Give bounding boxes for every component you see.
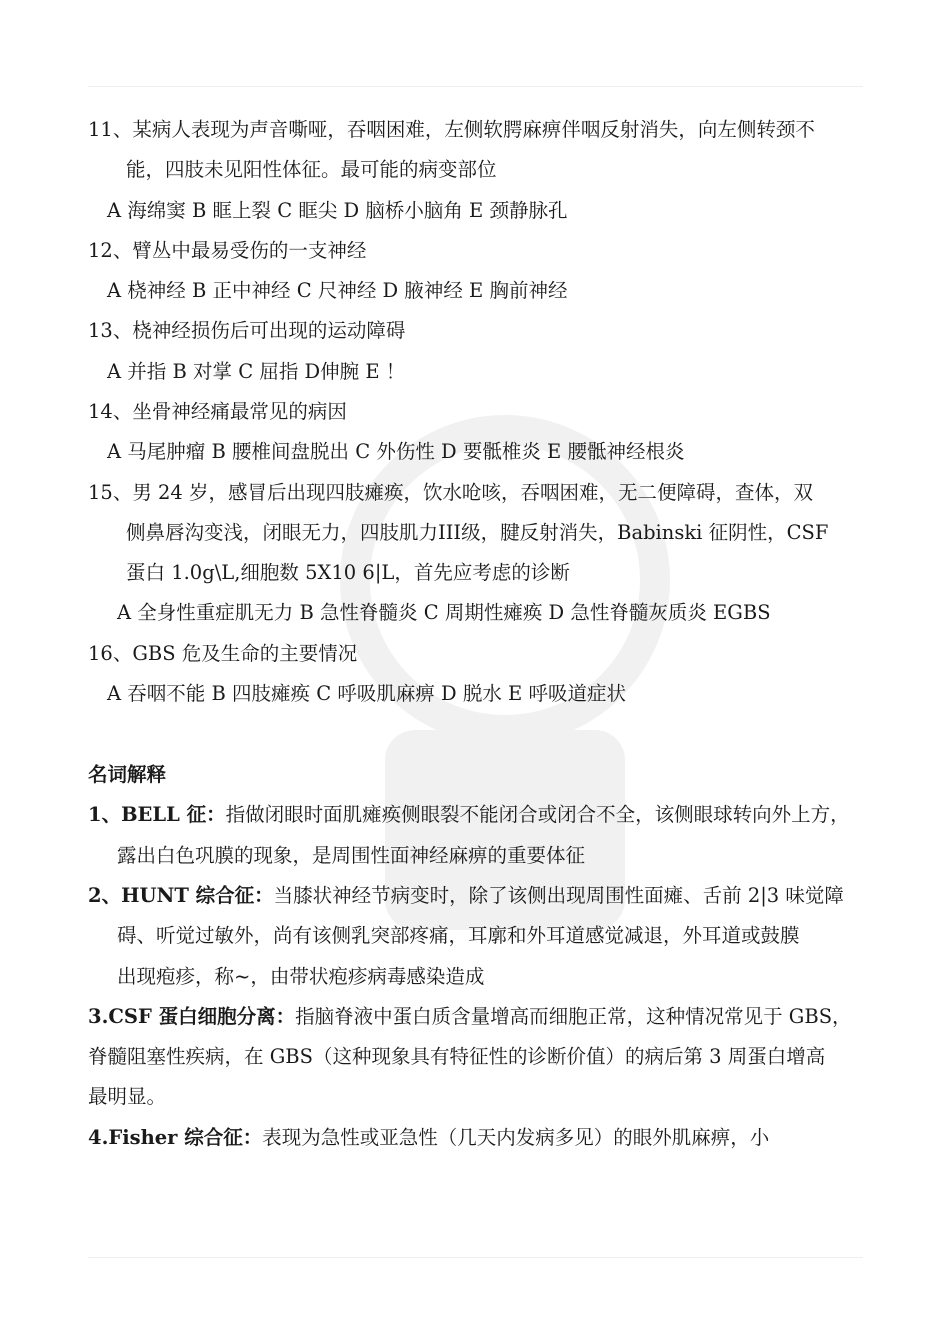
footer-divider bbox=[88, 1257, 863, 1258]
question-16-options: A 吞咽不能 B 四肢瘫痪 C 呼吸肌麻痹 D 脱水 E 呼吸道症状 bbox=[107, 682, 626, 705]
definition-2-cont-1: 碍、听觉过敏外，尚有该侧乳突部疼痛，耳廓和外耳道感觉减退，外耳道或鼓膜 bbox=[117, 924, 800, 947]
question-15-options: A 全身性重症肌无力 B 急性脊髓炎 C 周期性瘫痪 D 急性脊髓灰质炎 EGBS bbox=[117, 601, 771, 624]
definition-4-text: 表现为急性或亚急性（几天内发病多见）的眼外肌麻痹，小 bbox=[262, 1126, 770, 1149]
question-12-options: A 桡神经 B 正中神经 C 尺神经 D 腋神经 E 胸前神经 bbox=[107, 279, 568, 302]
question-11-line-2: 能，四肢未见阳性体征。最可能的病变部位 bbox=[126, 158, 497, 181]
definition-1-term: 1、BELL 征： bbox=[88, 803, 226, 826]
question-16-line-1: 16、GBS 危及生命的主要情况 bbox=[88, 642, 358, 665]
question-11-options: A 海绵窦 B 眶上裂 C 眶尖 D 脑桥小脑角 E 颈静脉孔 bbox=[107, 199, 568, 222]
definition-3-text: 指脑脊液中蛋白质含量增高而细胞正常，这种情况常见于 GBS， bbox=[295, 1005, 852, 1028]
question-12-line-1: 12、臂丛中最易受伤的一支神经 bbox=[88, 239, 367, 262]
question-13-line-1: 13、桡神经损伤后可出现的运动障碍 bbox=[88, 319, 406, 342]
definition-4 bbox=[88, 1125, 769, 1151]
definition-3-cont-1: 脊髓阻塞性疾病，在 GBS（这种现象具有特征性的诊断价值）的病后第 3 周蛋白增高 bbox=[88, 1045, 826, 1068]
definition-1-text: 指做闭眼时面肌瘫痪侧眼裂不能闭合或闭合不全，该侧眼球转向外上方， bbox=[225, 803, 850, 826]
definition-3-cont-2: 最明显。 bbox=[88, 1085, 167, 1108]
definition-1-cont-1: 露出白色巩膜的现象，是周围性面神经麻痹的重要体征 bbox=[117, 844, 586, 867]
question-15-line-3: 蛋白 1.0g\L,细胞数 5X10 6|L，首先应考虑的诊断 bbox=[126, 561, 570, 584]
question-15-line-2: 侧鼻唇沟变浅，闭眼无力，四肢肌力III级，腱反射消失，Babinski 征阴性，CSF bbox=[126, 521, 829, 544]
definition-2-term: 2、HUNT 综合征： bbox=[88, 884, 274, 907]
question-11-line-1: 11、某病人表现为声音嘶哑，吞咽困难，左侧软腭麻痹伴咽反射消失，向左侧转颈不 bbox=[88, 118, 815, 141]
definition-2-cont-2: 出现疱疹，称~，由带状疱疹病毒感染造成 bbox=[117, 965, 485, 988]
question-14-options: A 马尾肿瘤 B 腰椎间盘脱出 C 外伤性 D 要骶椎炎 E 腰骶神经根炎 bbox=[107, 440, 685, 463]
definition-4-term: 4.Fisher 综合征： bbox=[88, 1126, 263, 1149]
definition-1 bbox=[88, 802, 850, 828]
question-13-options: A 并指 B 对掌 C 屈指 D伸腕 E ！ bbox=[107, 360, 406, 383]
header-divider bbox=[88, 86, 863, 87]
definition-3-term: 3.CSF 蛋白细胞分离： bbox=[88, 1005, 296, 1028]
question-15-line-1: 15、男 24 岁，感冒后出现四肢瘫痪，饮水呛咳，吞咽困难，无二便障碍，查体，双 bbox=[88, 481, 814, 504]
definition-3 bbox=[88, 1004, 852, 1030]
section-title: 名词解释 bbox=[88, 763, 167, 786]
definition-2 bbox=[88, 883, 844, 909]
question-14-line-1: 14、坐骨神经痛最常见的病因 bbox=[88, 400, 347, 423]
definition-2-text: 当膝状神经节病变时，除了该侧出现周围性面瘫、舌前 2|3 味觉障 bbox=[273, 884, 844, 907]
